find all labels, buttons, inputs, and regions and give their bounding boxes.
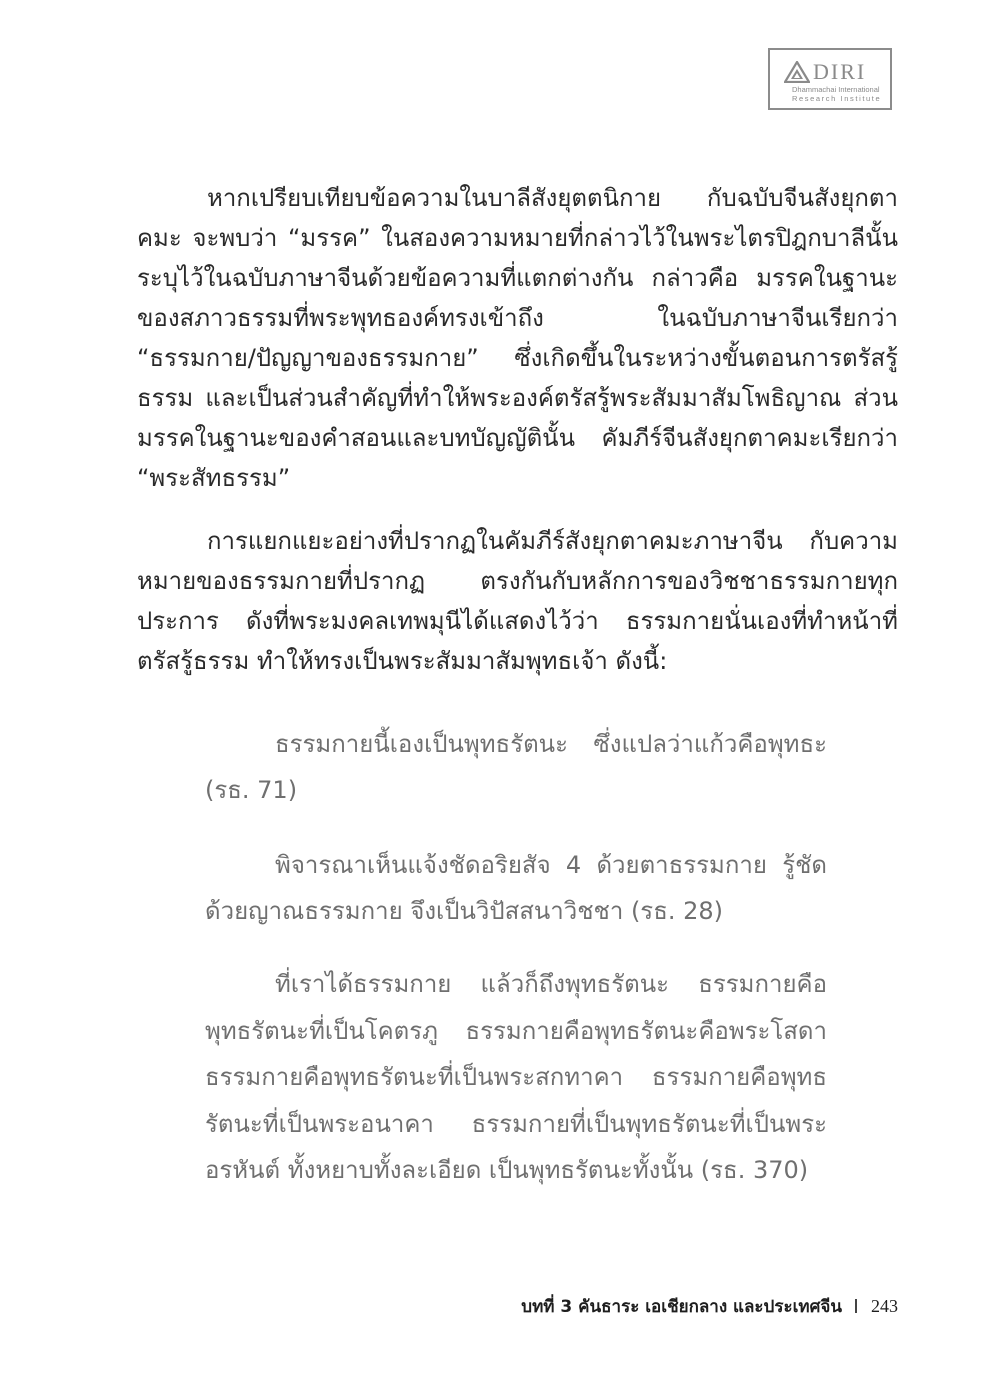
body-paragraph-1: หากเปรียบเทียบข้อความในบาลีสังยุตตนิกาย กับฉบับจีนสังยุกตาคมะ จะพบว่า “มรรค” ในสองความหมายที่กล่าวไว้ในพระไตรปิฎกบาลีนั้น ระบุไว้ในฉบับภาษาจีนด้วยข้อความที่แตกต่างกัน กล่าวคือ มรรคในฐานะของสภาวธรรมที่พระพุทธองค์ทรงเข้าถึง ในฉบับภาษาจีนเรียกว่า “ธรรมกาย/ปัญญาของธรรมกาย” ซึ่งเกิดขึ้นในระหว่างขั้นตอนการตรัสรู้ธรรม และเป็นส่วนสำคัญที่ทำให้พระองค์ตรัสรู้พระสัมมาสัมโพธิญาณ ส่วนมรรคในฐานะของคำสอนและบทบัญญัตินั้น คัมภีร์จีนสังยุกตาคมะเรียกว่า “พระสัทธรรม”: [137, 184, 898, 492]
quote-block-1: ธรรมกายนี้เองเป็นพุทธรัตนะ ซึ่งแปลว่าแก้วคือพุทธะ (รธ. 71): [205, 730, 827, 804]
logo-name: DIRI: [813, 59, 867, 84]
body-paragraph-2: การแยกแยะอย่างที่ปรากฏในคัมภีร์สังยุกตาคมะภาษาจีน กับความหมายของธรรมกายที่ปรากฏ ตรงกันกับหลักการของวิชชาธรรมกายทุกประการ ดังที่พระมงคลเทพมุนีได้แสดงไว้ว่า ธรรมกายนั่นเองที่ทำหน้าที่ตรัสรู้ธรรม ทำให้ทรงเป็นพระสัมมาสัมพุทธเจ้า ดังนี้:: [137, 527, 898, 675]
footer-chapter-title: บทที่ 3 คันธาระ เอเชียกลาง และประเทศจีน: [521, 1296, 842, 1317]
logo-mark-row: [784, 60, 866, 84]
logo-subtitle-line-2: Research Institute: [792, 94, 882, 103]
diri-logo: [768, 48, 892, 110]
page-footer: [521, 1293, 898, 1319]
quote-block-3: ที่เราได้ธรรมกาย แล้วก็ถึงพุทธรัตนะ ธรรมกายคือพุทธรัตนะที่เป็นโคตรภู ธรรมกายคือพุทธรัตนะคือพระโสดา ธรรมกายคือพุทธรัตนะที่เป็นพระสกทาคา ธรรมกายคือพุทธรัตนะที่เป็นพระอนาคา ธรรมกายที่เป็นพุทธรัตนะที่เป็นพระอรหันต์ ทั้งหยาบทั้งละเอียด เป็นพุทธรัตนะทั้งนั้น (รธ. 370): [205, 970, 827, 1184]
page-number: 243: [871, 1295, 898, 1316]
triangle-logo-icon: [784, 61, 810, 83]
logo-subtitle-line-1: Dhammachai International: [792, 85, 880, 94]
quote-block-2: พิจารณาเห็นแจ้งชัดอริยสัจ 4 ด้วยตาธรรมกาย รู้ชัดด้วยญาณธรรมกาย จึงเป็นวิปัสสนาวิชชา (รธ. 28): [205, 851, 827, 925]
footer-separator: [855, 1299, 857, 1313]
